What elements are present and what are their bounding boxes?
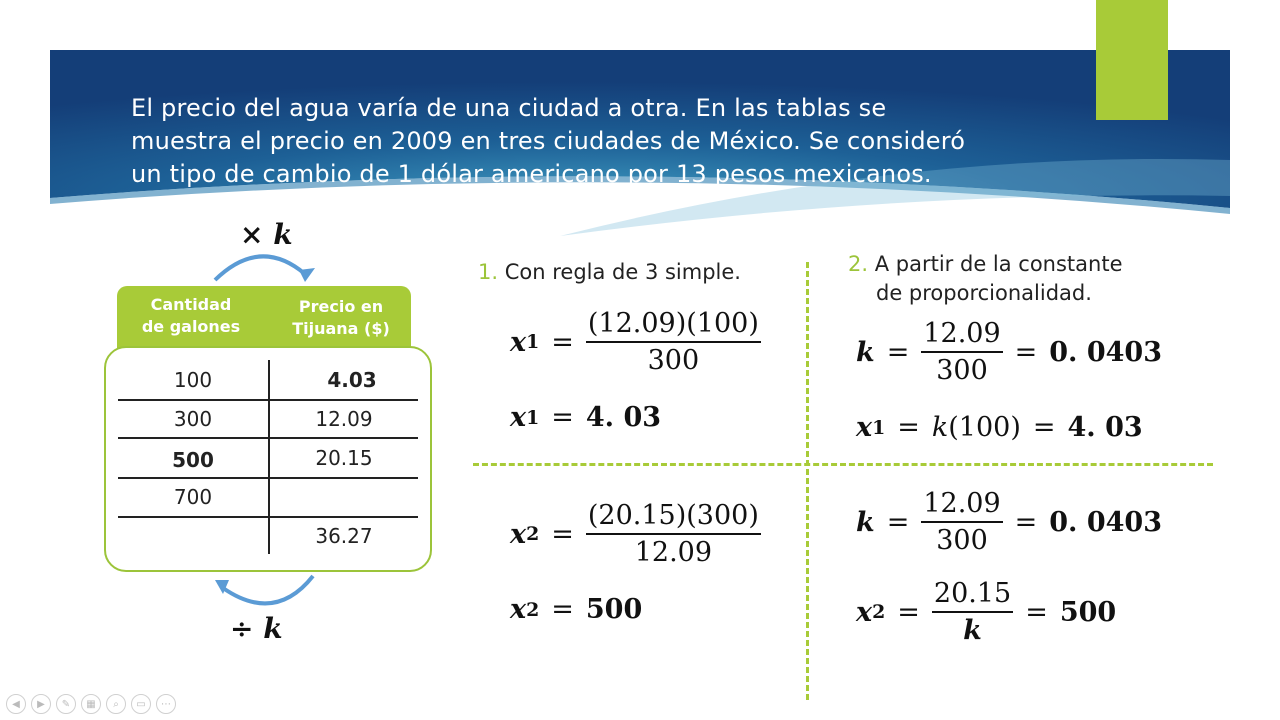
equation-x1-fraction: x 1 = $\frac{(12.09)(100)}{300}$ [510,308,759,376]
method-2-heading: 2. A partir de la constante de proporcionalidad. [848,252,1123,305]
row-divider [118,437,418,439]
table-header: Cantidad de galones Precio en Tijuana ($) [117,286,411,352]
pen-icon[interactable]: ✎ [56,694,76,714]
cell-price-3: 20.15 [315,446,373,470]
equation-x2-result: x 2 = 500 [510,594,643,625]
subtitles-icon[interactable]: ▭ [131,694,151,714]
multiply-k-label: × k [240,218,293,251]
equation-x1-k: x 1 = k (100) = 4. 03 [856,412,1143,443]
next-slide-icon[interactable]: ▶ [31,694,51,714]
slides-grid-icon[interactable]: ▦ [81,694,101,714]
table-divider [268,360,270,554]
equation-x1-result: x 1 = 4. 03 [510,402,662,433]
bottom-arrow-icon [205,572,325,612]
zoom-icon[interactable]: ⌕ [106,694,126,714]
cell-gal-3: 500 [172,448,214,472]
horizontal-dashed-divider [473,463,1213,466]
equation-k-2: k = $\frac{12.09}{300}$ = 0. 0403 [856,488,1162,556]
previous-slide-icon[interactable]: ◀ [6,694,26,714]
cell-price-5: 36.27 [315,524,373,548]
equation-x2-fraction: x 2 = $\frac{(20.15)(300)}{12.09}$ [510,500,759,568]
divide-k-label: ÷ k [230,612,283,645]
intro-text: El precio del agua varía de una ciudad a otra. En las tablas se muestra el precio en 2009 en tres ciudades de México. Se consideró un tipo de cambio de 1 dólar americano por 13 pesos mexicanos. [131,94,966,188]
row-divider [118,477,418,479]
cell-gal-1: 100 [173,368,213,392]
cell-gal-2: 300 [173,407,213,431]
equation-x2-k: x 2 = $\frac{20.15}{k}$ = 500 [856,578,1117,646]
equation-k-1: k = $\frac{12.09}{300}$ = 0. 0403 [856,318,1162,386]
row-divider [118,516,418,518]
more-options-icon[interactable]: ⋯ [156,694,176,714]
vertical-dashed-divider [806,262,809,700]
cell-price-2: 12.09 [315,407,373,431]
cell-gal-4: 700 [173,485,213,509]
accent-tab [1096,0,1168,120]
row-divider [118,399,418,401]
slide-controls [6,694,176,714]
cell-price-1: 4.03 [327,368,377,392]
method-1-heading: 1. Con regla de 3 simple. [478,260,741,284]
top-arrow-icon [205,246,325,286]
